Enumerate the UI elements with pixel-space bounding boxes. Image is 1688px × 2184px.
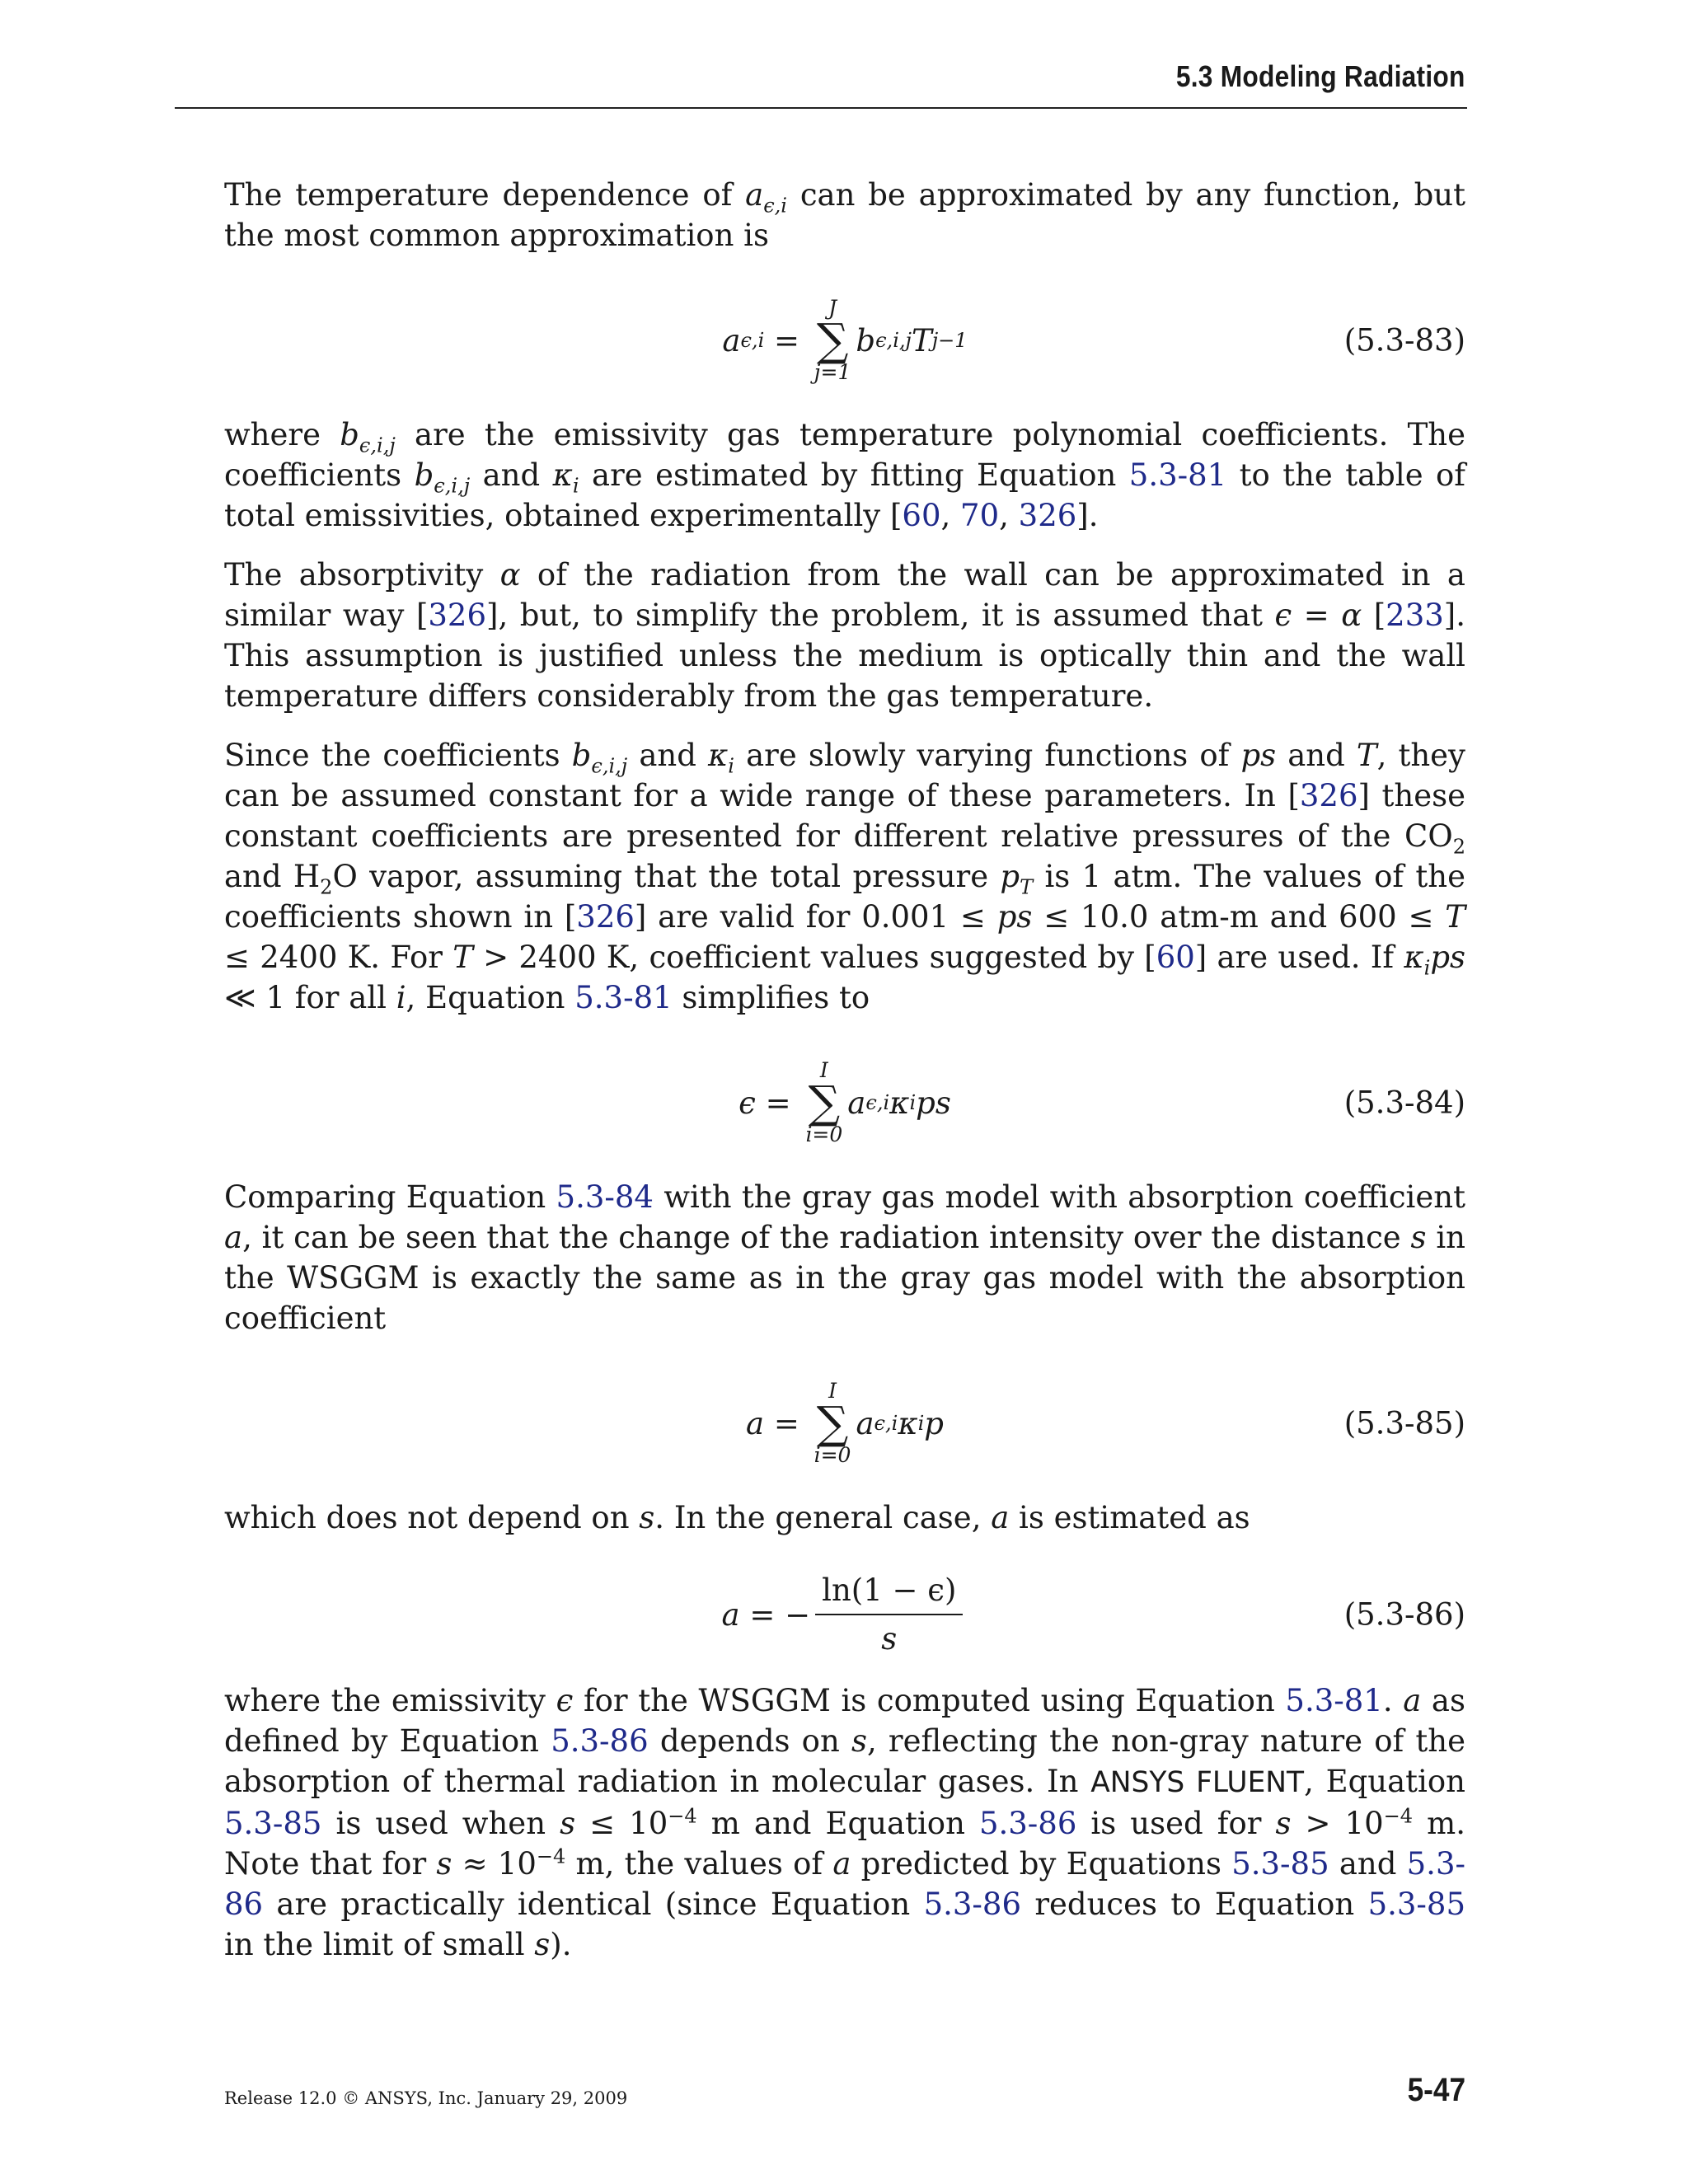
paragraph: where the emissivity ϵ for the WSGGM is computed using Equation 5.3-81. a as defined by Equation 5.3-86 depends on s, reflecting the non-gray nature of the absorption of thermal radiation in molecular gases. In ANSYS FLUENT, Equation 5.3-85 is used when $s \le 10^{-4}$ m and Equation 5.3-86 is used for $s > 10^{-4}$ m. Note that for $s \approx 10^{-4}$ m, the values of a predicted by Equations 5.3-85 and 5.3-86 are practically identical (since Equation 5.3-86 reduces to Equation 5.3-85 in the limit of small s). — [224, 1683, 1465, 1962]
equation-number: (5.3-83) — [1343, 322, 1465, 359]
citation-link[interactable]: 233 — [1386, 598, 1444, 633]
paragraph: where $b_{\epsilon,i,j}$ are the emissivity gas temperature polynomial coefficients. The coefficients $b_{\epsilon,i,j}$ and $\kappa_i$ are estimated by fitting Equation 5.3-81 to the table of total emissivities, obtained experimentally [60, 70, 326]. — [224, 417, 1465, 533]
equation-link[interactable]: 5.3-84 — [556, 1179, 654, 1215]
section-title: 5.3 Modeling Radiation — [1176, 59, 1465, 93]
citation-link[interactable]: 326 — [1018, 498, 1077, 533]
equation-link[interactable]: 5.3-85 — [1231, 1846, 1329, 1882]
paragraph: Since the coefficients $b_{\epsilon,i,j}$ and $\kappa_i$ are slowly varying functions of ps and T, they can be assumed constant for a wide range of these parameters. In [326] these constant coefficients are presented for different relative pressures of the $CO_2$ and $H_2O$ vapor, assuming that the total pressure $p_T$ is 1 atm. The values of the coefficients shown in [326] are valid for 0.001 ≤ ps ≤ 10.0 atm-m and 600 ≤ T ≤ 2400 K. For T > 2400 K, coefficient values suggested by [60] are used. If $\kappa_ips$ ≪ 1 for all i, Equation 5.3-81 simplifies to — [224, 738, 1465, 1015]
citation-link[interactable]: 326 — [1299, 778, 1358, 813]
equation-link[interactable]: 5.3-85 — [1367, 1886, 1465, 1922]
equation-link[interactable]: 5.3-86 — [551, 1723, 649, 1759]
header-rule — [175, 107, 1467, 109]
page-content — [224, 175, 1465, 1984]
equation-number: (5.3-85) — [1343, 1405, 1465, 1441]
equation-number: (5.3-84) — [1343, 1085, 1465, 1121]
paragraph: Comparing Equation 5.3-84 with the gray gas model with absorption coefficient a, it can be seen that the change of the radiation intensity over the distance s in the WSGGM is exactly the same as in the gray gas model with the absorption coefficient — [224, 1179, 1465, 1336]
citation-link[interactable]: 326 — [428, 598, 487, 633]
equation-5-3-83: a ϵ,i = J ∑ j=1 b ϵ,i,j T j−1 (5.3-83) — [722, 296, 1465, 384]
citation-link[interactable]: 60 — [902, 498, 941, 533]
citation-link[interactable]: 60 — [1156, 940, 1195, 975]
page-number: 5-47 — [1407, 2072, 1465, 2108]
equation-link[interactable]: 5.3-81 — [1285, 1683, 1383, 1718]
citation-link[interactable]: 326 — [576, 899, 635, 935]
equation-link[interactable]: 5.3-85 — [224, 1806, 322, 1841]
equation-5-3-86: a = − $\frac{\ln(1 - \epsilon)}{s}$ (5.3-86) — [224, 1557, 1465, 1672]
equation-link[interactable]: 5.3-86 — [978, 1806, 1077, 1841]
citation-link[interactable]: 70 — [960, 498, 1000, 533]
paragraph: The temperature dependence of $a_{\epsilon,i}$ can be approximated by any function, but the most common approximation is — [224, 177, 1465, 253]
equation-link[interactable]: 5.3-81 — [574, 980, 673, 1015]
equation-link[interactable]: 5.3-86 — [224, 1846, 1465, 1922]
equation-5-3-84: ϵ = I ∑ i=0 a ϵ,i κ i ps (5.3-84) — [738, 1058, 1465, 1146]
release-footer: Release 12.0 © ANSYS, Inc. January 29, 2009 — [224, 2088, 628, 2108]
equation-link[interactable]: 5.3-86 — [923, 1886, 1021, 1922]
equation-link[interactable]: 5.3-81 — [1128, 457, 1227, 493]
paragraph: which does not depend on s. In the general case, a is estimated as — [224, 1500, 1250, 1535]
paragraph: The absorptivity α of the radiation from the wall can be approximated in a similar way [326], but, to simplify the problem, it is assumed that ϵ = α [233]. This assumption is justified unless the medium is optically thin and the wall temperature differs considerably from the gas temperature. — [224, 557, 1465, 714]
equation-5-3-85: a = I ∑ i=0 a ϵ,i κ i p (5.3-85) — [746, 1379, 1465, 1467]
product-name: ANSYS FLUENT — [1090, 1766, 1305, 1799]
equation-number: (5.3-86) — [1343, 1596, 1465, 1633]
